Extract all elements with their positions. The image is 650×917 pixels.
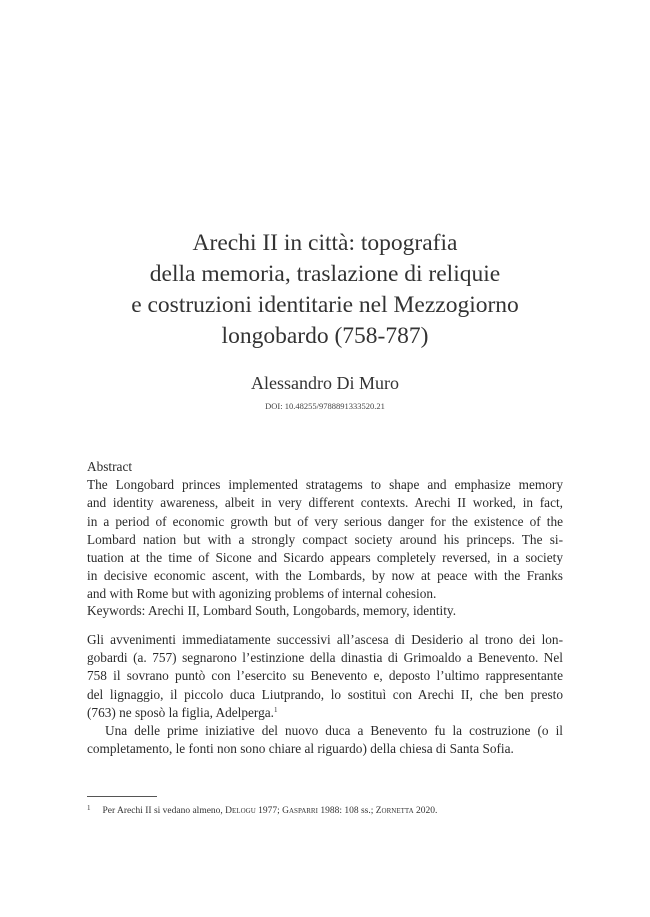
- author-name: Alessandro Di Muro: [251, 373, 399, 393]
- title-line: longobardo (758-787): [221, 323, 429, 349]
- abstract-section: [87, 458, 563, 604]
- abstract-line: and identity awareness, albeit in very different contexts. Arechi II worked, in fact,: [87, 495, 563, 511]
- body-line: completamento, le fonti non sono chiare al riguardo) della chiesa di Santa Sofia.: [87, 741, 514, 757]
- citation-author: Zornetta: [375, 806, 414, 816]
- body-line: gobardi (a. 757) segnarono l’estinzione della dinastia di Grimoaldo a Benevento. Nel: [87, 650, 563, 666]
- abstract-line: in a period of economic growth but of very serious danger for the existence of the: [87, 513, 563, 529]
- title-line: della memoria, traslazione di reliquie: [149, 261, 501, 287]
- citation-detail: 2020.: [413, 806, 438, 816]
- abstract-heading: Abstract: [87, 459, 133, 474]
- abstract-line: The Longobard princes implemented stratagems to shape and emphasize memory: [87, 477, 563, 493]
- title-line: e costruzioni identitarie nel Mezzogiorno: [131, 292, 519, 318]
- abstract-line: Lombard nation but with a strongly compact society around his princeps. The si-: [87, 531, 563, 547]
- main-text: [87, 631, 563, 758]
- doi: DOI: 10.48255/9788891333520.21: [265, 401, 385, 411]
- body-line: [87, 704, 563, 722]
- citation-detail: 1977;: [255, 806, 283, 816]
- abstract-line: tuation at the time of Sicone and Sicardo appears completely reversed, in a society: [87, 550, 563, 566]
- chapter-title: [60, 228, 590, 352]
- body-line: 758 il sovrano puntò con l’esercito su Benevento e, deposto l’ultimo rappresentante: [87, 668, 563, 684]
- citation-detail: 1988: 108 ss.;: [317, 806, 376, 816]
- body-line-text: (763) ne sposò la figlia, Adelperga.: [87, 704, 274, 720]
- footnote-intro: Per Arechi II si vedano almeno,: [102, 806, 226, 816]
- footnote-reference[interactable]: 1: [273, 705, 278, 714]
- body-line: Gli avvenimenti immediatamente successivi all’ascesa di Desiderio al trono dei lon-: [87, 632, 563, 647]
- footnote-number: 1: [87, 804, 91, 812]
- footnote: [87, 804, 563, 816]
- citation-author: Delogu: [225, 806, 256, 816]
- title-line: Arechi II in città: topografia: [192, 230, 458, 256]
- footnote-divider: [87, 796, 157, 797]
- abstract-line: in decisive economic ascent, with the Lombards, by now at peace with the Franks: [87, 568, 563, 584]
- keywords: Keywords: Arechi II, Lombard South, Longobards, memory, identity.: [87, 603, 457, 618]
- abstract-line: and with Rome but with agonizing problems of internal cohesion.: [87, 586, 437, 602]
- citation-author: Gasparri: [282, 806, 318, 816]
- body-line: del lignaggio, il piccolo duca Liutprando, lo sostituì con Arechi II, che ben presto: [87, 686, 563, 702]
- body-line: Una delle prime iniziative del nuovo duca a Benevento fu la costruzione (o il: [105, 723, 563, 739]
